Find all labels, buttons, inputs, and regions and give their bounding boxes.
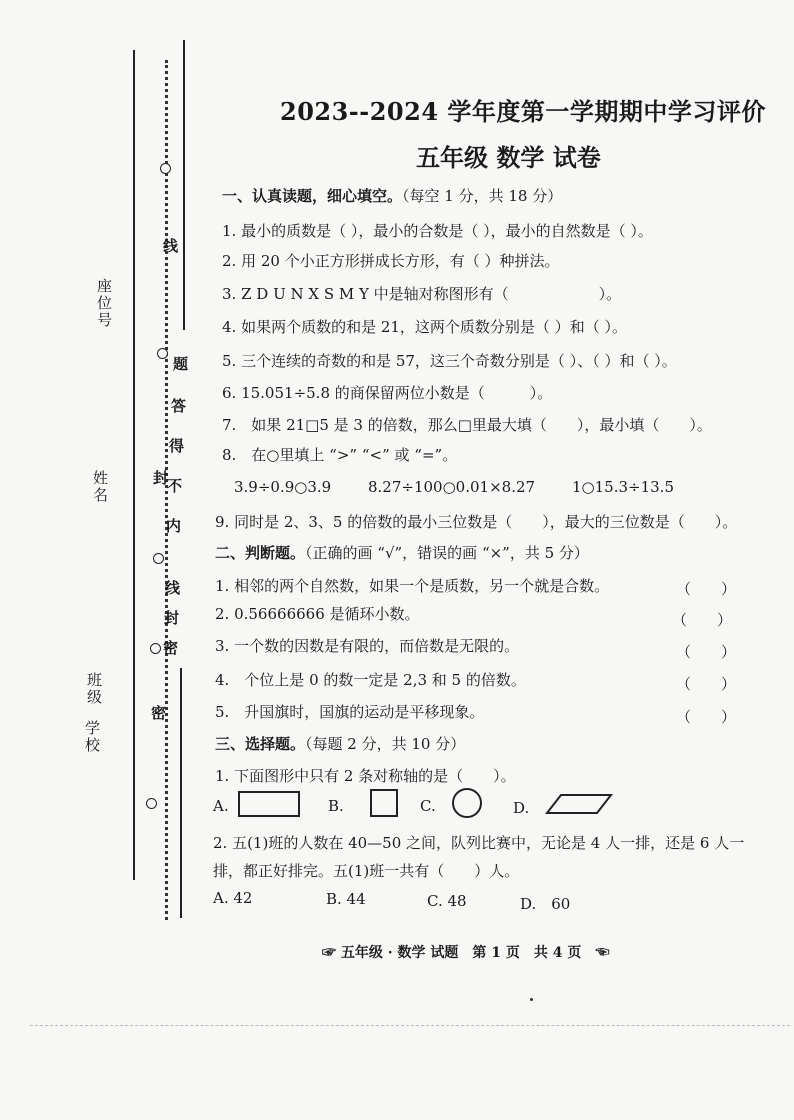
class-label: 班级 <box>85 672 103 706</box>
binding-char: 密 <box>149 705 167 720</box>
section2-heading-row <box>215 542 589 563</box>
choice-question-2-line1: 2. 五(1)班的人数在 40—50 之间，队列比赛中，无论是 4 人一排，还是 6 人一 <box>213 834 745 852</box>
binding-hole <box>146 798 157 809</box>
binding-char: 密 <box>161 640 179 655</box>
question-1-7: 7. 如果 21□5 是 3 的倍数，那么□里最大填（ ），最小填（ ）。 <box>222 416 712 434</box>
choice-question-1: 1. 下面图形中只有 2 条对称轴的是（ ）。 <box>215 767 516 785</box>
section2-heading: 二、判断题。 <box>215 544 306 562</box>
question-1-9: 9. 同时是 2、3、5 的倍数的最小三位数是（ ），最大的三位数是（ ）。 <box>215 513 738 531</box>
question-1-5: 5. 三个连续的奇数的和是 57，这三个奇数分别是（ ）、（ ）和（ ）。 <box>222 352 677 370</box>
binding-line-right <box>183 40 185 330</box>
question-1-1: 1. 最小的质数是（ ），最小的合数是（ ），最小的自然数是（ ）。 <box>222 222 653 240</box>
choice-option-c: C. <box>420 797 436 815</box>
binding-char: 线 <box>161 238 179 253</box>
question-1-8c: 1○15.3÷13.5 <box>572 478 674 496</box>
binding-char: 题 <box>171 356 189 371</box>
binding-char: 线 <box>163 580 181 595</box>
judge-answer-blank: （ ） <box>676 675 737 693</box>
choice-option-d: D. <box>513 799 530 817</box>
question-1-8a: 3.9÷0.9○3.9 <box>234 478 332 496</box>
binding-hole <box>160 163 171 174</box>
section1-heading-row <box>222 185 562 206</box>
exam-title: 2023--2024 学年度第一学期期中学习评价 <box>280 97 766 126</box>
judge-item-4: 4. 个位上是 0 的数一定是 2,3 和 5 的倍数。 <box>215 671 526 689</box>
choice-q2-option-a: A. 42 <box>213 889 253 907</box>
judge-answer-blank: （ ） <box>676 708 737 726</box>
choice-question-2-line2: 排，都正好排完。五(1)班一共有（ ）人。 <box>213 862 520 880</box>
binding-char: 封 <box>162 610 180 625</box>
page-footer: ☞ 五年级 · 数学 试题 第 1 页 共 4 页 ☜ <box>322 945 610 961</box>
choice-q2-option-b: B. 44 <box>326 890 366 908</box>
section1-heading: 一、认真读题，细心填空。 <box>222 187 403 205</box>
scan-speck <box>530 998 533 1001</box>
question-1-8: 8. 在○里填上 “>” “<” 或 “=”。 <box>222 446 458 464</box>
binding-line-right-lower <box>180 668 182 918</box>
judge-item-2: 2. 0.56666666 是循环小数。 <box>215 605 420 623</box>
section1-note: （每空 1 分，共 18 分） <box>402 187 563 205</box>
question-1-2: 2. 用 20 个小正方形拼成长方形，有（ ）种拼法。 <box>222 252 560 270</box>
rectangle-shape <box>238 791 300 817</box>
binding-char: 得 <box>167 438 185 453</box>
choice-option-a: A. <box>213 797 229 815</box>
section3-heading: 三、选择题。 <box>215 735 306 753</box>
binding-char: 内 <box>164 518 182 533</box>
choice-q2-option-d: D. 60 <box>520 895 571 913</box>
circle-shape <box>452 788 482 818</box>
square-shape <box>370 789 398 817</box>
binding-char: 不 <box>165 478 183 493</box>
binding-line-left <box>133 50 135 880</box>
exam-subtitle: 五年级 数学 试卷 <box>416 143 601 172</box>
binding-hole <box>157 348 168 359</box>
question-1-8b: 8.27÷100○0.01×8.27 <box>368 478 536 496</box>
judge-item-5: 5. 升国旗时，国旗的运动是平移现象。 <box>215 703 485 721</box>
judge-item-3: 3. 一个数的因数是有限的，而倍数是无限的。 <box>215 637 520 655</box>
parallelogram-shape <box>545 793 615 817</box>
judge-answer-blank: （ ） <box>676 580 737 598</box>
judge-item-1: 1. 相邻的两个自然数，如果一个是质数，另一个就是合数。 <box>215 577 610 595</box>
question-1-6: 6. 15.051÷5.8 的商保留两位小数是（ ）。 <box>222 384 553 402</box>
school-label: 学校 <box>83 720 101 754</box>
seat-number-label: 座位号 <box>95 278 113 329</box>
choice-option-b: B. <box>328 797 344 815</box>
binding-hole <box>153 553 164 564</box>
binding-char: 答 <box>169 398 187 413</box>
binding-char: 封 <box>151 470 169 485</box>
question-1-3: 3. Z D U N X S M Y 中是轴对称图形有（ ）。 <box>222 285 622 303</box>
section3-note: （每题 2 分，共 10 分） <box>305 735 466 753</box>
scan-edge-line <box>30 1025 790 1026</box>
name-label: 姓名 <box>91 470 109 504</box>
choice-q2-option-c: C. 48 <box>427 892 467 910</box>
judge-answer-blank: （ ） <box>676 643 737 661</box>
section3-heading-row <box>215 733 465 754</box>
section2-note: （正确的画 “√”，错误的画 “×”，共 5 分） <box>305 544 589 562</box>
judge-answer-blank: （ ） <box>672 611 733 629</box>
question-1-4: 4. 如果两个质数的和是 21，这两个质数分别是（ ）和（ ）。 <box>222 318 627 336</box>
